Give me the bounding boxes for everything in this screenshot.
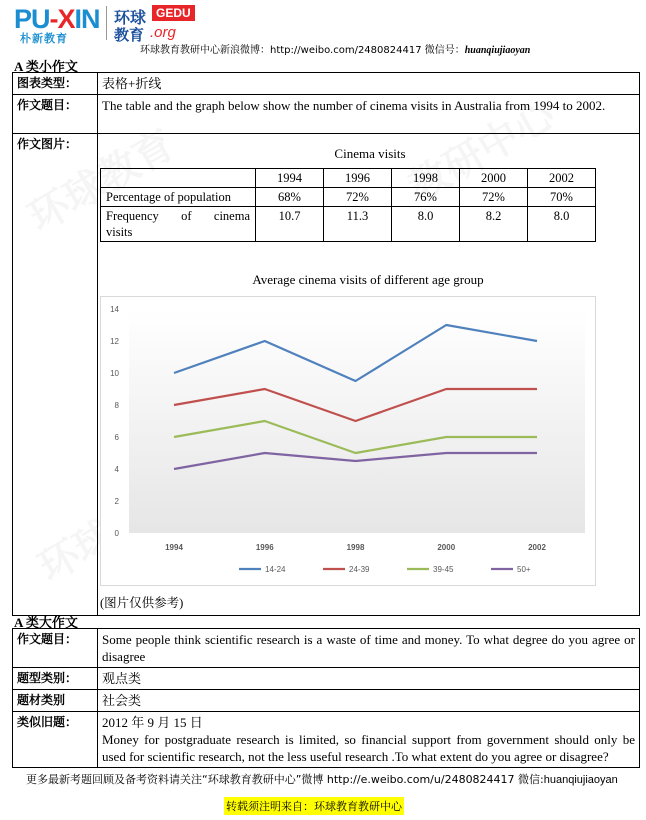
cinema-table-caption: Cinema visits (334, 146, 406, 161)
table-cell: 72% (324, 188, 392, 207)
section-title-small-essay: A 类小作文 (14, 59, 78, 74)
y-tick-label: 0 (114, 529, 119, 538)
repost-notice: 转载须注明来自：环球教育教研中心 (224, 797, 404, 815)
essay-prompt-value: Some people think scientific research is a waste of time and money. To what degree do you agree or disagree (98, 629, 640, 668)
table-cell: 70% (528, 188, 596, 207)
y-tick-label: 4 (114, 465, 119, 474)
table-cell: 8.2 (460, 207, 528, 242)
line-chart-svg (101, 297, 595, 585)
table-row (101, 207, 596, 242)
footer-wechat-id: huanqiujiaoyan (543, 774, 618, 786)
table-row (13, 73, 640, 95)
table-cell: 11.3 (324, 207, 392, 242)
y-tick-label: 14 (110, 305, 119, 314)
logo-divider (106, 6, 107, 40)
row-label: 作文题目： (13, 629, 98, 668)
x-tick-label: 1998 (346, 543, 365, 552)
essay-prompt-value: The table and the graph below show the number of cinema visits in Australia from 1994 to 2002. (98, 95, 640, 134)
y-tick-label: 6 (114, 433, 119, 442)
cinema-visits-table (100, 168, 596, 242)
footer-info: 更多最新考题回顾及备考资料请关注“环球教育教研中心”微博 http://e.weibo.com/u/2480824417 微信:huanqiujiaoyan (26, 773, 618, 786)
row-label: 作文题目： (13, 95, 98, 134)
table-header-row (101, 169, 596, 188)
x-tick-label: 2000 (437, 543, 456, 552)
y-tick-label: 12 (110, 337, 119, 346)
y-tick-label: 8 (114, 401, 119, 410)
table-cell: 8.0 (528, 207, 596, 242)
table-cell: 72% (460, 188, 528, 207)
row-label: 题型类别： (13, 668, 98, 690)
chart-type-value: 表格+折线 (98, 73, 640, 95)
year-header: 2000 (460, 169, 528, 188)
puxin-logo: PU-XIN (14, 4, 100, 34)
y-tick-label: 2 (114, 497, 119, 506)
row-header: Percentage of population (101, 188, 256, 207)
table-cell: 8.0 (392, 207, 460, 242)
table-row (13, 629, 640, 668)
row-label: 题材类别 (13, 690, 98, 712)
legend-label: 24-39 (349, 565, 370, 574)
year-header: 2002 (528, 169, 596, 188)
year-header: 1996 (324, 169, 392, 188)
puxin-logo-subtitle: 朴新教育 (20, 32, 68, 45)
x-tick-label: 1994 (165, 543, 183, 552)
question-type-value: 观点类 (98, 668, 640, 690)
header-wechat-id: huanqiujiaoyan (464, 45, 531, 56)
similar-question-cell (98, 712, 640, 768)
table-row (13, 712, 640, 768)
gedu-logo-line2: 教育 (114, 26, 145, 44)
topic-category-value: 社会类 (98, 690, 640, 712)
image-reference-note: (图片仅供参考) (100, 596, 184, 610)
table-row (13, 95, 640, 134)
table-cell: 10.7 (256, 207, 324, 242)
header-contact-info: 环球教育教研中心新浪微博：http://weibo.com/2480824417 微信号：huanqiujiaoyan (140, 45, 531, 56)
legend-label: 14-24 (265, 565, 286, 574)
table-cell: 76% (392, 188, 460, 207)
line-chart (100, 296, 596, 586)
year-header: 1994 (256, 169, 324, 188)
table-row (13, 690, 640, 712)
x-tick-label: 1996 (255, 543, 274, 552)
gedu-logo-org: .org (150, 24, 176, 41)
header-cell-empty (101, 169, 256, 188)
y-tick-label: 10 (110, 369, 119, 378)
page-header (0, 0, 646, 56)
section-title-large-essay: A 类大作文 (14, 615, 78, 630)
year-header: 1998 (392, 169, 460, 188)
row-label: 图表类型： (13, 73, 98, 95)
table-cell: 68% (256, 188, 324, 207)
legend-label: 50+ (517, 565, 531, 574)
row-header: Frequency of cinema visits (101, 207, 256, 242)
legend-label: 39-45 (433, 565, 454, 574)
gedu-logo-line1: 环球 (114, 8, 147, 27)
similar-question-date: 2012 年 9 月 15 日 (102, 715, 203, 730)
table-row (13, 668, 640, 690)
chart-caption: Average cinema visits of different age group (252, 272, 484, 287)
similar-question-text: Money for postgraduate research is limited, so financial support from government should only be used for scientific research, not the less useful research .To what extent do you agree or disagree? (102, 732, 635, 764)
gedu-logo-badge: GEDU (152, 5, 195, 21)
large-essay-table (12, 628, 640, 768)
x-tick-label: 2002 (528, 543, 546, 552)
row-label: 作文图片： (13, 134, 98, 616)
row-label: 类似旧题： (13, 712, 98, 768)
table-row (101, 188, 596, 207)
